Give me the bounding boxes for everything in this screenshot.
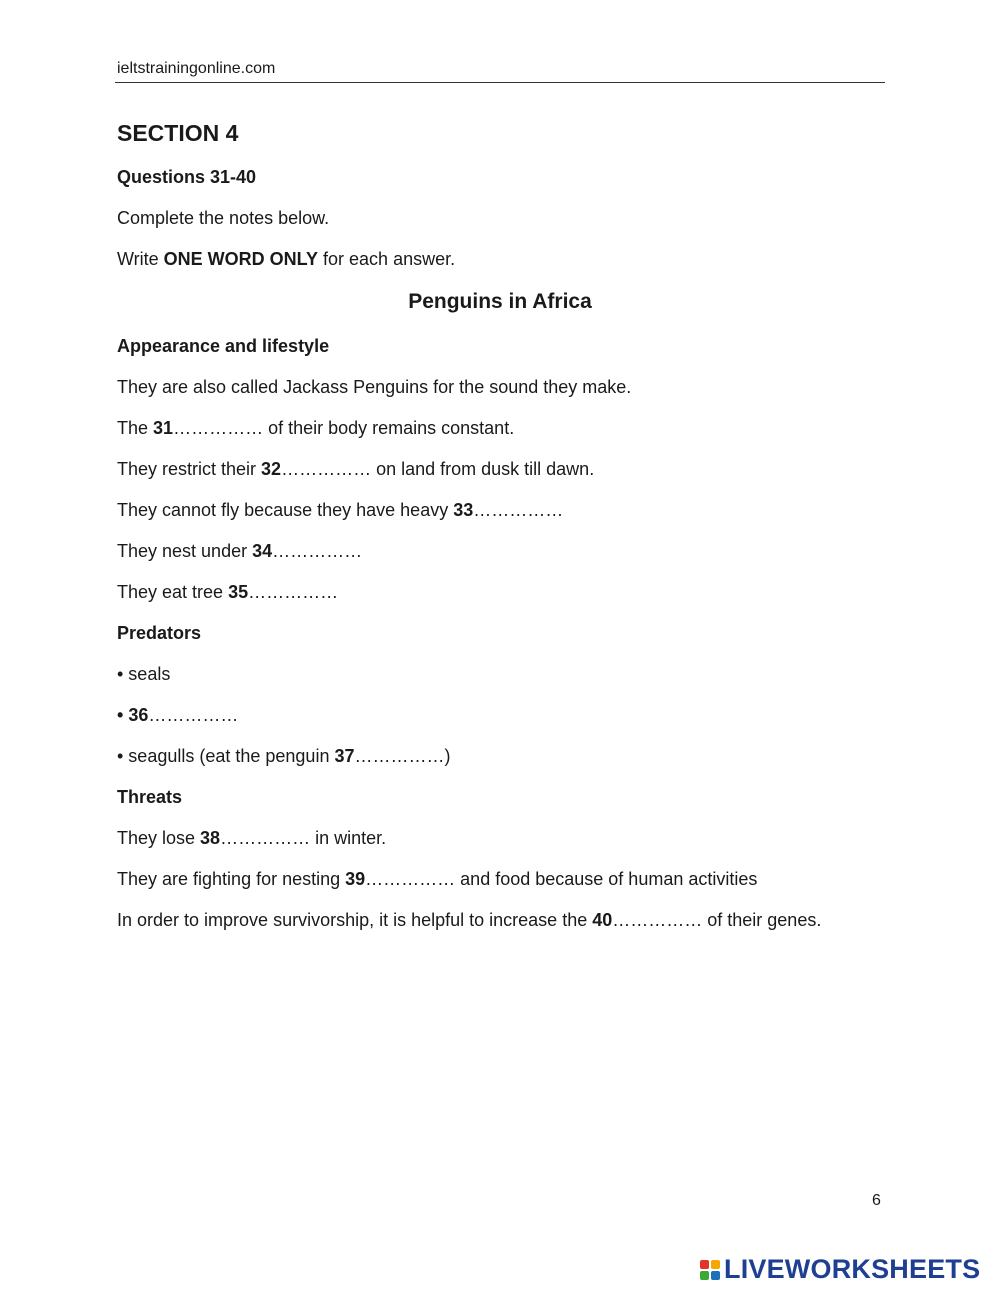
- answer-gap[interactable]: ……………: [612, 910, 703, 930]
- answer-gap[interactable]: ……………: [354, 746, 445, 766]
- question-text: and food because of human activities: [455, 869, 758, 889]
- question-31: [117, 418, 514, 439]
- heading-threats: Threats: [117, 787, 183, 807]
- question-text: They are fighting for nesting: [117, 869, 346, 889]
- question-37: [117, 746, 450, 767]
- question-number: 39: [345, 869, 366, 889]
- logo-mark-icon: [700, 1260, 720, 1280]
- logo-text: LIVEWORKSHEETS: [724, 1254, 981, 1284]
- header-site-url: ieltstrainingonline.com: [117, 60, 276, 77]
- question-number: 35: [228, 582, 249, 602]
- question-text: They cannot fly because they have heavy: [117, 500, 454, 520]
- answer-gap[interactable]: ……………: [220, 828, 311, 848]
- question-text: The: [117, 418, 154, 438]
- question-text: • seagulls (eat the penguin: [117, 746, 335, 766]
- predator-item-seals: • seals: [117, 664, 171, 684]
- logo-square: [711, 1271, 720, 1280]
- question-32: [117, 459, 594, 480]
- question-number: 34: [252, 541, 273, 561]
- answer-gap[interactable]: ……………: [173, 418, 264, 438]
- questions-label: Questions 31-40: [117, 167, 257, 187]
- question-33: [117, 500, 563, 521]
- question-38: [117, 828, 386, 849]
- question-number: 40: [592, 910, 613, 930]
- question-40: [117, 910, 821, 931]
- header-divider: [115, 82, 885, 83]
- answer-gap[interactable]: ……………: [248, 582, 339, 602]
- section-title: SECTION 4: [117, 120, 239, 146]
- question-number: 32: [261, 459, 282, 479]
- answer-gap[interactable]: ……………: [272, 541, 363, 561]
- question-text: on land from dusk till dawn.: [371, 459, 595, 479]
- question-39: [117, 869, 757, 890]
- answer-gap[interactable]: ……………: [148, 705, 239, 725]
- liveworksheets-logo[interactable]: [700, 1254, 980, 1285]
- logo-square: [711, 1260, 720, 1269]
- question-number: 38: [200, 828, 221, 848]
- question-text: They nest under: [117, 541, 253, 561]
- question-text: They eat tree: [117, 582, 229, 602]
- question-text: In order to improve survivorship, it is helpful to increase the: [117, 910, 593, 930]
- question-text: They lose: [117, 828, 201, 848]
- instruction-text: for each answer.: [318, 249, 456, 269]
- question-35: [117, 582, 338, 603]
- page-number: 6: [872, 1192, 881, 1209]
- answer-gap[interactable]: ……………: [281, 459, 372, 479]
- answer-gap[interactable]: ……………: [473, 500, 564, 520]
- question-34: [117, 541, 362, 562]
- instruction-text: Write: [117, 249, 164, 269]
- question-text: ): [444, 746, 451, 766]
- answer-gap[interactable]: ……………: [365, 869, 456, 889]
- instruction-word-limit: [117, 249, 455, 270]
- question-number: 31: [153, 418, 174, 438]
- question-bullet: •: [117, 705, 129, 725]
- logo-square: [700, 1260, 709, 1269]
- question-number: 36: [128, 705, 149, 725]
- question-text: They restrict their: [117, 459, 262, 479]
- logo-square: [700, 1271, 709, 1280]
- question-text: of their genes.: [702, 910, 822, 930]
- heading-appearance: Appearance and lifestyle: [117, 336, 330, 356]
- question-text: in winter.: [310, 828, 387, 848]
- note-line: They are also called Jackass Penguins for the sound they make.: [117, 377, 632, 397]
- heading-predators: Predators: [117, 623, 202, 643]
- instruction-emphasis: ONE WORD ONLY: [163, 249, 319, 269]
- question-number: 37: [334, 746, 355, 766]
- question-number: 33: [453, 500, 474, 520]
- question-36: [117, 705, 238, 726]
- notes-title: Penguins in Africa: [408, 290, 592, 313]
- instruction-complete-notes: Complete the notes below.: [117, 208, 330, 228]
- question-text: of their body remains constant.: [263, 418, 515, 438]
